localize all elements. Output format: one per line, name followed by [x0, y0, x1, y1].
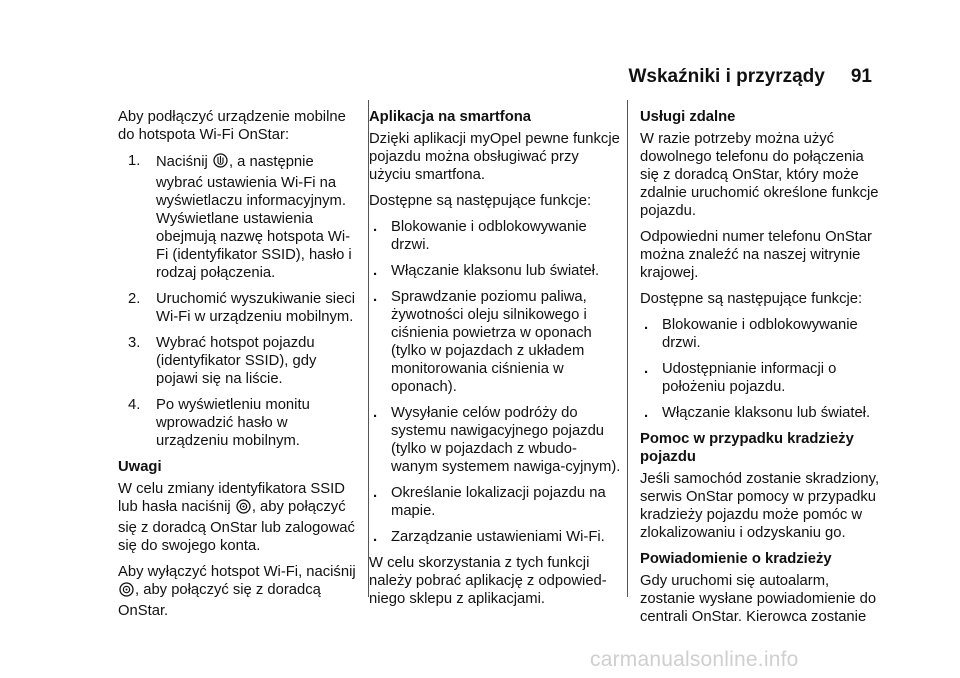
bullet-mark: . [373, 405, 378, 421]
smartphone-app-intro: Dzięki aplikacji myOpel pewne funkcje pojazdu można obsługiwać przy użyciu smartfona. [369, 131, 620, 183]
bullet-mark: . [373, 485, 378, 501]
list-item-text: Określanie lokalizacji pojazdu na mapie. [391, 485, 606, 519]
list-item-text: Blokowanie i odblokowywanie drzwi. [391, 219, 587, 253]
bullet-mark: . [373, 289, 378, 305]
list-item [640, 316, 880, 352]
onstar-hand-button-icon [213, 152, 228, 174]
column-right [640, 108, 880, 634]
bullet-mark: . [644, 317, 649, 333]
list-item-text: Blokowanie i odblokowywanie drzwi. [662, 317, 858, 351]
step-text-before-icon: Naciśnij [156, 154, 208, 170]
step-item [118, 334, 358, 388]
smartphone-app-heading: Aplikacja na smartfona [369, 109, 531, 125]
list-item [640, 404, 880, 422]
list-item-text: Włączanie klaksonu lub świateł. [662, 405, 871, 421]
onstar-logo-button-icon [119, 582, 134, 602]
step-item [118, 396, 358, 450]
step-number: 4. [128, 397, 141, 413]
smartphone-app-download-text: W celu skorzystania z tych funkcji należy pobrać aplikację z odpowied-niego sklepu z aplikacjami. [369, 555, 607, 607]
list-item [369, 484, 621, 520]
remote-services-heading: Usługi zdalne [640, 109, 736, 125]
step-item [118, 152, 358, 282]
smartphone-features-list [369, 218, 621, 546]
step-text: Uruchomić wyszukiwanie sieci Wi-Fi w urządzeniu mobilnym. [156, 291, 355, 325]
list-item [369, 218, 621, 254]
smartphone-app-functions-label: Dostępne są następujące funkcje: [369, 193, 592, 209]
list-item-text: Zarządzanie ustawieniami Wi-Fi. [391, 529, 605, 545]
list-item-text: Włączanie klaksonu lub świateł. [391, 263, 600, 279]
step-text: Po wyświetleniu monitu wprowadzić hasło w urządzeniu mobilnym. [156, 397, 310, 449]
remote-features-list [640, 316, 880, 422]
list-item [369, 288, 621, 396]
bullet-mark: . [644, 361, 649, 377]
list-item [640, 360, 880, 396]
list-item-text: Wysyłanie celów podróży do systemu nawigacyjnego pojazdu (tylko w pojazdach z wbudo-wanym systemem nawiga-cyjnym). [391, 405, 621, 475]
bullet-mark: . [644, 405, 649, 421]
page-number: 91 [850, 66, 872, 87]
bullet-mark: . [373, 219, 378, 235]
list-item-text: Udostępnianie informacji o położeniu pojazdu. [662, 361, 837, 395]
watermark-text: carmanualsonline.info [590, 648, 799, 671]
phone-number-text: Odpowiedni numer telefonu OnStar można znaleźć na naszej witrynie krajowej. [640, 229, 872, 281]
header-title: Wskaźniki i przyrządy [628, 66, 825, 87]
step-number: 3. [128, 335, 141, 351]
note-heading: Uwagi [118, 459, 162, 475]
steps-list [118, 152, 358, 450]
intro-text: Aby podłączyć urządzenie mobilne do hotspota Wi-Fi OnStar: [118, 109, 346, 143]
onstar-logo-button-icon [236, 499, 251, 519]
note-text-after-icon: , aby połączyć się z doradcą OnStar lub zalogować się do swojego konta. [118, 499, 355, 554]
column-divider-2 [627, 100, 628, 597]
hotspot-off-before-icon: Aby wyłączyć hotspot Wi-Fi, naciśnij [118, 564, 356, 580]
list-item [369, 528, 621, 546]
note-text [118, 480, 358, 555]
note-text-before-icon: W celu zmiany identyfikatora SSID lub hasła naciśnij [118, 481, 345, 515]
theft-notification-heading: Powiadomienie o kradzieży [640, 551, 832, 567]
theft-assistance-heading: Pomoc w przypadku kradzieży pojazdu [640, 431, 854, 465]
step-text: Wybrać hotspot pojazdu (identyfikator SSID), gdy pojawi się na liście. [156, 335, 317, 387]
hotspot-off-after-icon: , aby połączyć się z doradcą OnStar. [118, 582, 321, 619]
step-number: 2. [128, 291, 141, 307]
theft-assistance-text: Jeśli samochód zostanie skradziony, serwis OnStar pomocy w przypadku kradzieży pojazdu może pomóc w zlokalizowaniu i odzyskaniu go. [640, 471, 880, 541]
step-number: 1. [128, 153, 141, 169]
remote-services-text: W razie potrzeby można użyć dowolnego telefonu do połączenia się z doradcą OnStar, który może zdalnie uruchomić określone funkcje pojazdu. [640, 131, 879, 219]
step-item [118, 290, 358, 326]
bullet-mark: . [373, 529, 378, 545]
bullet-mark: . [373, 263, 378, 279]
list-item [369, 262, 621, 280]
hotspot-off-text [118, 563, 358, 620]
column-middle [369, 108, 621, 616]
list-item-text: Sprawdzanie poziomu paliwa, żywotności oleju silnikowego i ciśnienia powietrza w oponach (tylko w pojazdach z układem monitorowania ciśnienia w oponach). [391, 289, 592, 395]
column-left [118, 108, 358, 628]
remote-functions-label: Dostępne są następujące funkcje: [640, 291, 863, 307]
list-item [369, 404, 621, 476]
step-text-after-icon: , a następnie wybrać ustawienia Wi-Fi na wyświetlaczu informacyjnym. Wyświetlane ustawienia obejmują nazwę hotspota Wi-Fi (identyfikator SSID), hasło i rodzaj połączenia. [156, 154, 352, 281]
theft-notification-text: Gdy uruchomi się autoalarm, zostanie wysłane powiadomienie do centrali OnStar. Kierowca zostanie [640, 573, 877, 625]
page-header [628, 66, 872, 88]
